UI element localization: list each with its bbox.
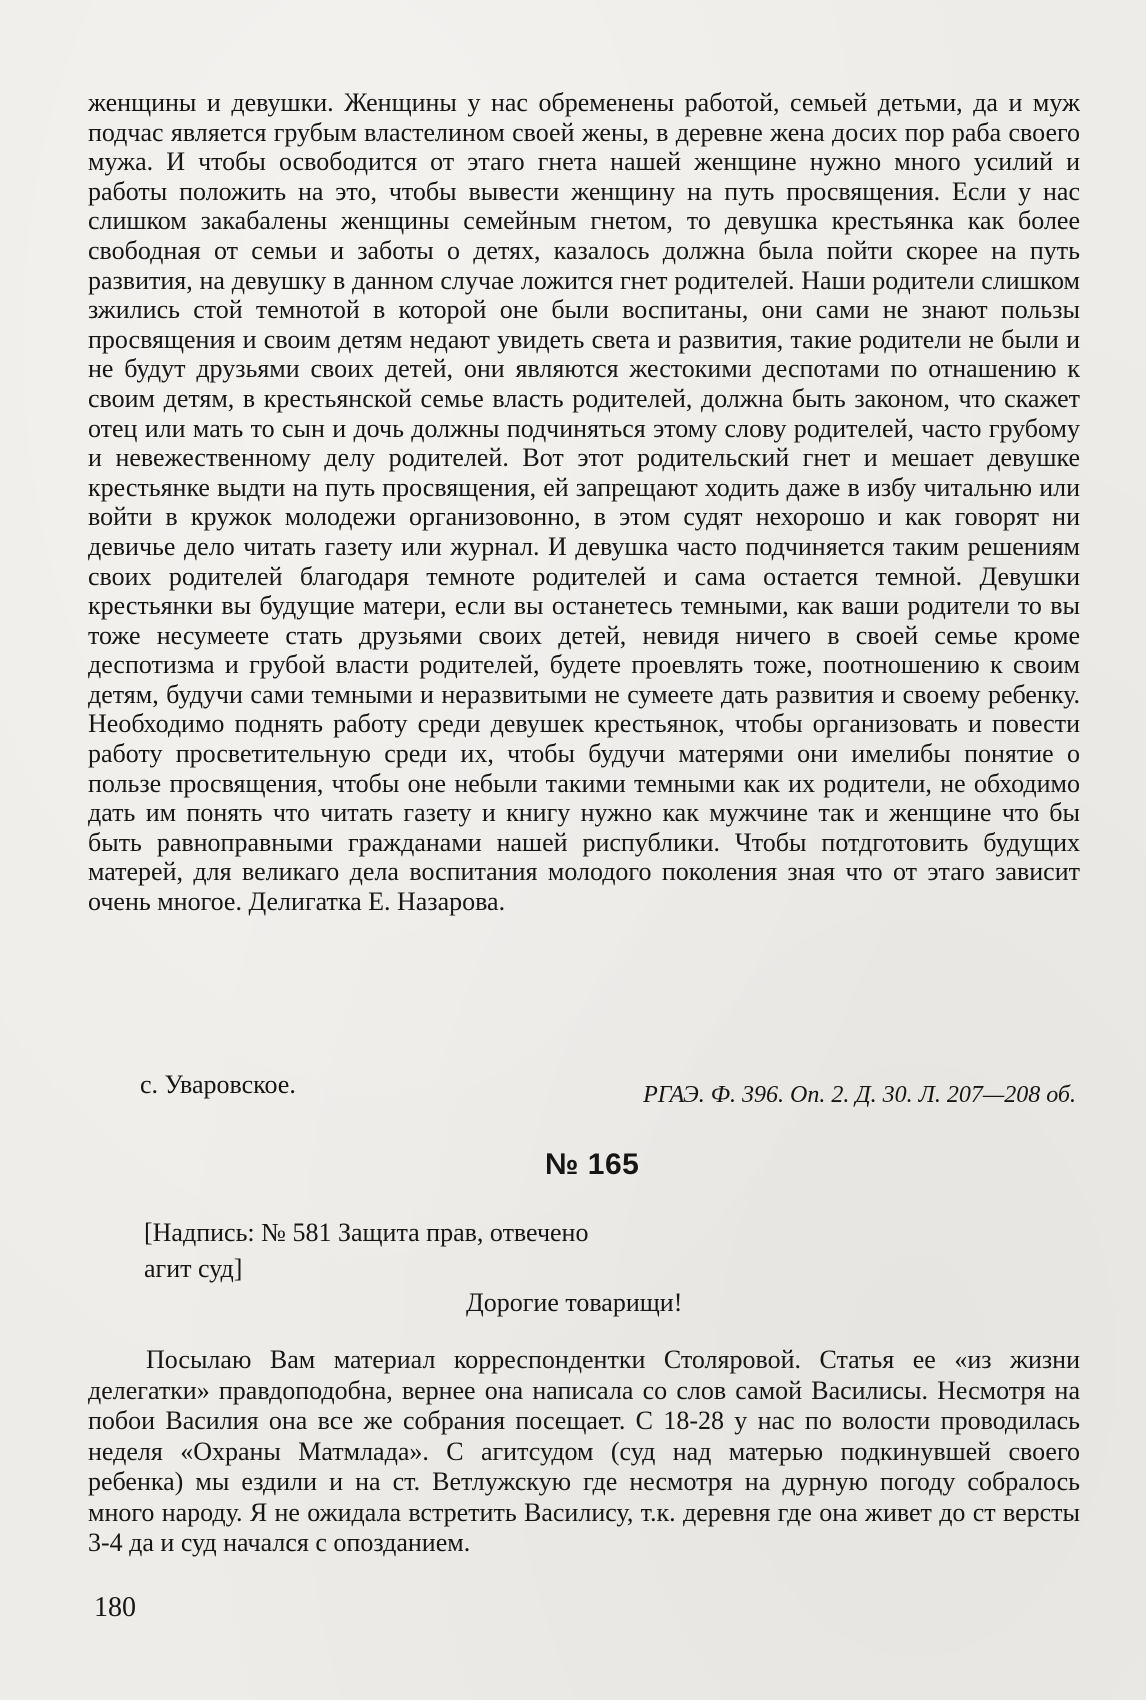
document-number-heading: № 165 [545,1148,640,1181]
letter-greeting: Дорогие товарищи! [466,1288,683,1317]
letter-paragraph: Посылаю Вам материал корреспондентки Столяровой. Статья ее «из жизни делегатки» правдоподобна, вернее она написала со слов самой Василисы. Несмотря на побои Василия она все же собрания посещает. С 18-28 у нас по волости проводилась неделя «Охраны Матмлада». С агитсудом (суд над матерью подкинувшей своего ребенка) мы ездили и на ст. Ветлужскую где несмотря на дурную погоду собралось много народу. Я не ожидала встретить Василису, т.к. деревня где она живет до ст версты 3-4 да и суд начался с опозданием. [88,1345,1080,1557]
inscription-line-2: агит суд] [144,1254,243,1283]
main-text-block [88,88,1080,917]
inscription-note [144,1215,704,1287]
place-name: с. Уваровское. [140,1070,296,1099]
main-paragraph: женщины и девушки. Женщины у нас обременены работой, семьей детьми, да и муж подчас является грубым властелином своей жены, в деревне жена досих пор раба своего мужа. И чтобы освободится от этаго гнета нашей женщине нужно много усилий и работы положить на это, чтобы вывести женщину на путь просвящения. Если у нас слишком закабалены женщины семейным гнетом, то девушка крестьянка как более свободная от семьи и заботы о детях, казалось должна была пойти скорее на путь развития, на девушку в данном случае ложится гнет родителей. Наши родители слишком зжились стой темнотой в которой оне были воспитаны, они сами не знают пользы просвящения и своим детям недают увидеть света и развития, такие родители не были и не будут друзьями своих детей, они являются жестокими деспотами по отнашению к своим детям, в крестьянской семье власть родителей, должна быть законом, что скажет отец или мать то сын и дочь должны подчиняться этому слову родителей, часто грубому и невежественному делу родителей. Вот этот родительский гнет и мешает девушке крестьянке выдти на путь просвящения, ей запрещают ходить даже в избу читальню или войти в кружок молодежи организовонно, в этом судят нехорошо и как говорят ни девичье дело читать газету или журнал. И девушка часто подчиняется таким решениям своих родителей благодаря темноте родителей и сама остается темной. Девушки крестьянки вы будущие матери, если вы останетесь темными, как ваши родители то вы тоже несумеете стать друзьями своих детей, невидя ничего в своей семье кроме деспотизма и грубой власти родителей, будете проевлять тоже, поотношению к своим детям, будучи сами темными и неразвитыми не сумеете дать развития и своему ребенку. Необходимо поднять работу среди девушек крестьянок, чтобы организовать и повести работу просветительную среди их, чтобы будучи матерями они имелибы понятие о пользе просвящения, чтобы оне небыли такими темными как их родители, не обходимо дать им понять что читать газету и книгу нужно как мужчине так и женщине что бы быть равноправными гражданами нашей риспублики. Чтобы потдготовить будущих матерей, для великаго дела воспитания молодого поколения зная что от этаго зависит очень многое. Делигатка Е. Назарова. [88,88,1080,917]
archive-source-citation: РГАЭ. Ф. 396. Оп. 2. Д. 30. Л. 207—208 об. [643,1082,1076,1108]
page-number: 180 [94,1592,136,1623]
inscription-line-1: [Надпись: № 581 Защита прав, отвечено [144,1218,589,1247]
